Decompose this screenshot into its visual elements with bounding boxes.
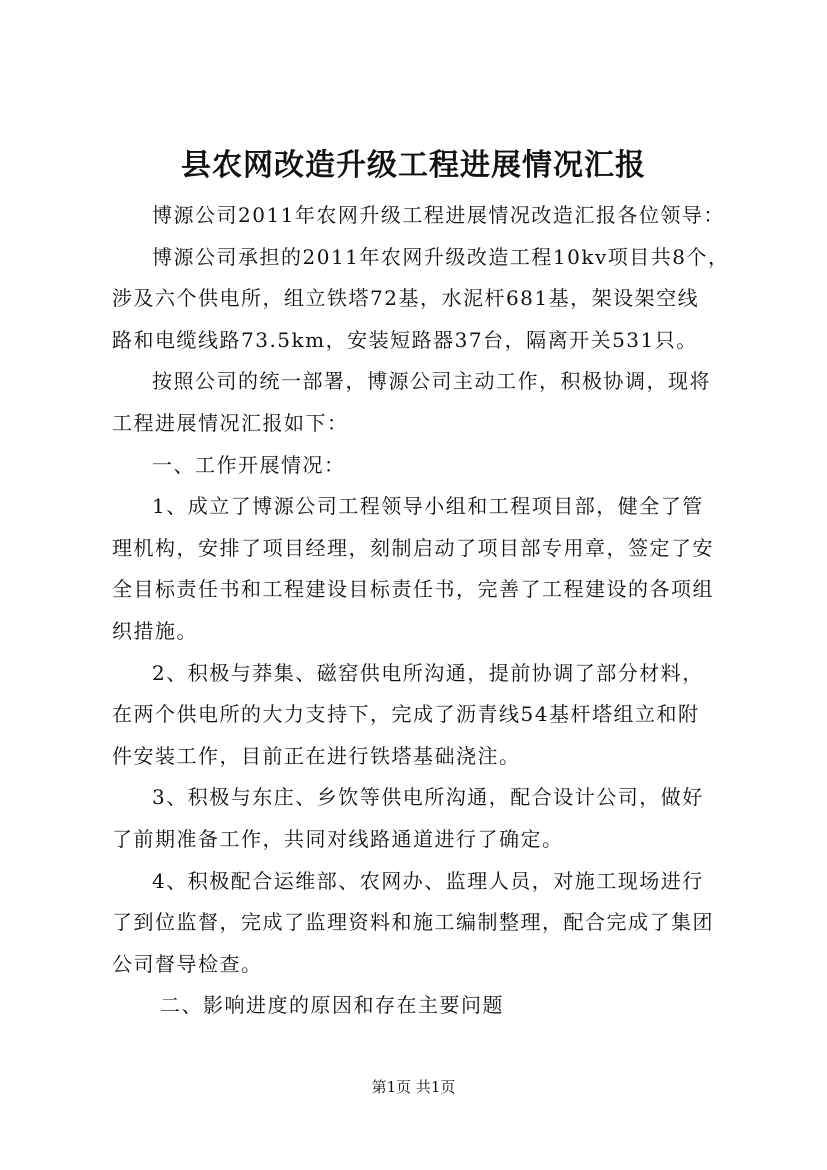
paragraph-line: 在两个供电所的大力支持下，完成了沥青线54基杆塔组立和附 bbox=[112, 702, 700, 727]
paragraph-line: 1、成立了博源公司工程领导小组和工程项目部，健全了管 bbox=[152, 494, 704, 519]
paragraph-line: 涉及六个供电所，组立铁塔72基，水泥杆681基，架设架空线 bbox=[112, 286, 700, 311]
document-body bbox=[112, 195, 732, 1027]
paragraph-line: 博源公司承担的2011年农网升级改造工程10kv项目共8个， bbox=[152, 244, 730, 269]
paragraph-line: 全目标责任书和工程建设目标责任书，完善了工程建设的各项组 bbox=[112, 577, 714, 602]
section-heading: 一、工作开展情况： bbox=[152, 452, 346, 477]
page-number-footer: 第1页 共1页 bbox=[371, 1078, 456, 1096]
paragraph-line: 博源公司2011年农网升级工程进展情况改造汇报各位领导： bbox=[152, 203, 725, 227]
paragraph-line: 理机构，安排了项目经理，刻制启动了项目部专用章，签定了安 bbox=[112, 535, 714, 560]
paragraph-line: 按照公司的统一部署，博源公司主动工作，积极协调，现将 bbox=[152, 369, 711, 394]
document-title: 县农网改造升级工程进展情况汇报 bbox=[181, 148, 646, 183]
paragraph-line: 公司督导检查。 bbox=[112, 951, 263, 976]
paragraph-line: 了到位监督，完成了监理资料和施工编制整理，配合完成了集团 bbox=[112, 910, 714, 935]
paragraph-line: 工程进展情况汇报如下： bbox=[112, 410, 349, 435]
paragraph-line: 路和电缆线路73.5km，安装短路器37台，隔离开关531只。 bbox=[112, 327, 698, 352]
paragraph-line: 了前期准备工作，共同对线路通道进行了确定。 bbox=[112, 826, 564, 851]
paragraph-line: 织措施。 bbox=[112, 618, 198, 643]
paragraph-line: 3、积极与东庄、乡饮等供电所沟通，配合设计公司，做好 bbox=[152, 785, 704, 810]
paragraph-line: 2、积极与莽集、磁窑供电所沟通，提前协调了部分材料， bbox=[152, 660, 704, 685]
section-heading: 二、影响进度的原因和存在主要问题 bbox=[160, 993, 504, 1018]
paragraph-line: 件安装工作，目前正在进行铁塔基础浇注。 bbox=[112, 743, 521, 768]
paragraph-line: 4、积极配合运维部、农网办、监理人员，对施工现场进行 bbox=[152, 868, 704, 893]
